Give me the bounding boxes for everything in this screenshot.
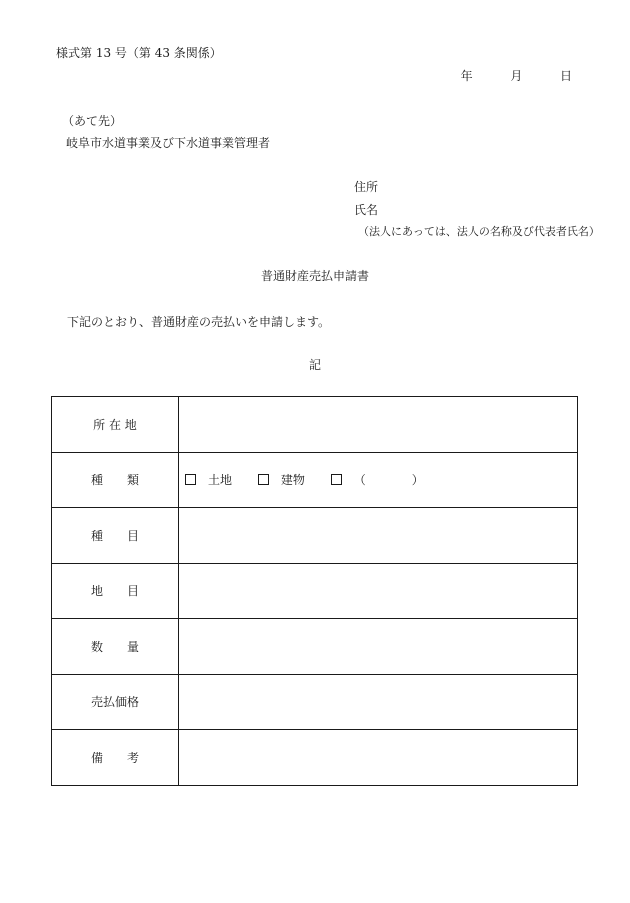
quantity-value[interactable] (179, 619, 578, 675)
form-number: 様式第 13 号（第 43 条関係） (56, 46, 222, 60)
table-row (52, 619, 578, 675)
ki-heading: 記 (308, 358, 321, 372)
date-line (461, 67, 572, 84)
option-building[interactable] (258, 471, 305, 488)
option-other-close: ） (411, 473, 424, 488)
quantity-label: 数 量 (52, 619, 179, 675)
checkbox-land[interactable] (185, 474, 196, 485)
option-land[interactable] (185, 471, 232, 488)
table-row (52, 563, 578, 619)
land-category-value[interactable] (179, 563, 578, 619)
name-note: （法人にあっては、法人の名称及び代表者氏名） (358, 225, 600, 238)
location-value[interactable] (179, 397, 578, 453)
type-label: 種 類 (52, 452, 179, 508)
sale-price-label: 売払価格 (52, 674, 179, 730)
table-row (52, 508, 578, 564)
address-label: 住所 (354, 180, 379, 194)
addressee-label: （あて先） (62, 114, 123, 128)
remarks-label: 備 考 (52, 730, 179, 786)
land-category-label: 地 目 (52, 563, 179, 619)
date-month: 月 (510, 69, 523, 83)
detail-table (51, 396, 578, 786)
location-label: 所 在 地 (52, 397, 179, 453)
type-options (179, 452, 578, 508)
option-other-open: （ (353, 473, 366, 488)
name-label: 氏名 (354, 203, 379, 217)
sale-price-value[interactable] (179, 674, 578, 730)
addressee: 岐阜市水道事業及び下水道事業管理者 (66, 136, 271, 150)
date-day: 日 (559, 69, 572, 83)
table-row (52, 674, 578, 730)
option-land-label: 土地 (208, 473, 233, 488)
option-building-label: 建物 (280, 473, 305, 488)
category-label: 種 目 (52, 508, 179, 564)
table-row (52, 397, 578, 453)
date-year: 年 (460, 69, 473, 83)
table-row (52, 452, 578, 508)
option-other[interactable] (331, 471, 424, 488)
remarks-value[interactable] (179, 730, 578, 786)
category-value[interactable] (179, 508, 578, 564)
document-title: 普通財産売払申請書 (260, 269, 369, 283)
checkbox-other[interactable] (331, 474, 342, 485)
intro-text: 下記のとおり、普通財産の売払いを申請します。 (67, 315, 331, 329)
table-row (52, 730, 578, 786)
checkbox-building[interactable] (258, 474, 269, 485)
